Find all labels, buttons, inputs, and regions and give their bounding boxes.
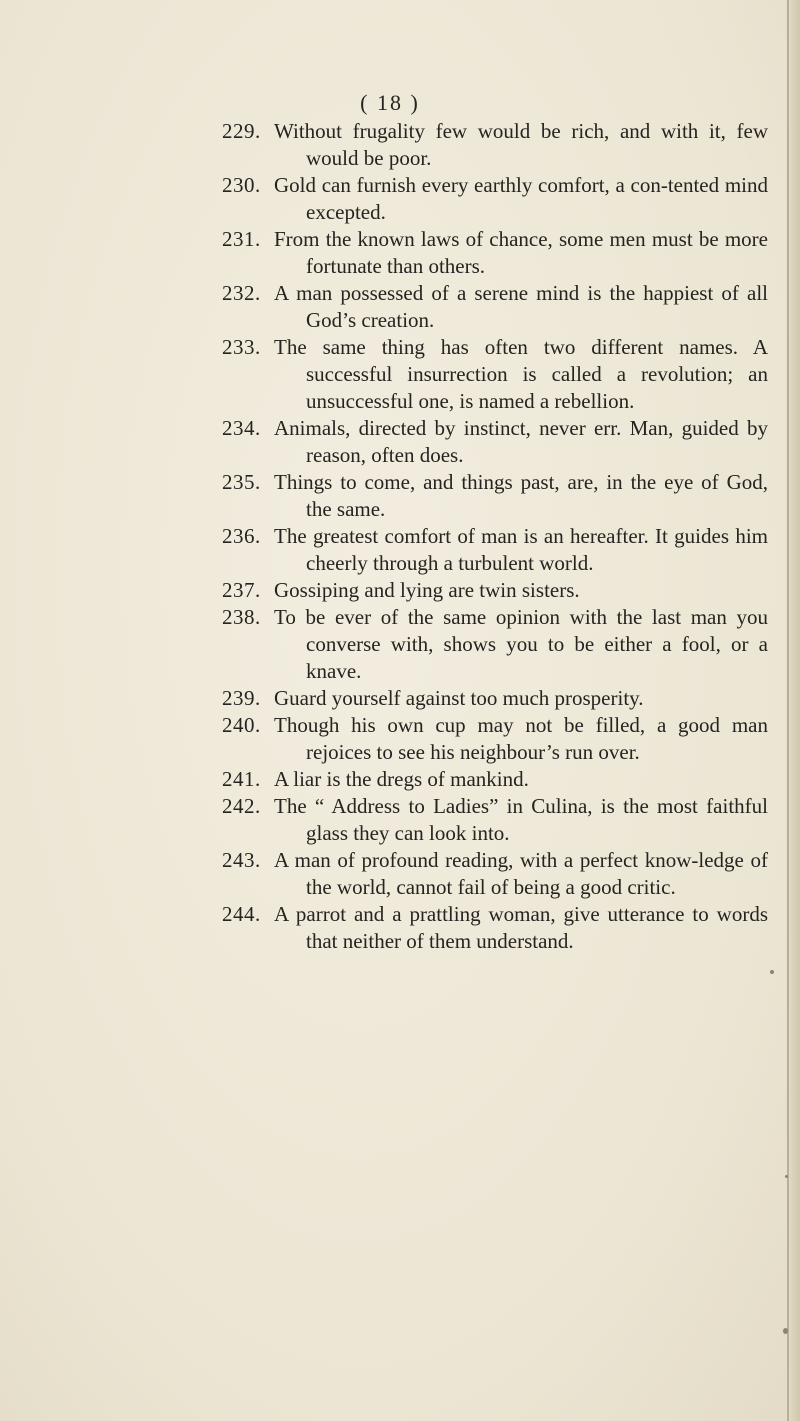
entry-number: 238. (222, 605, 261, 629)
entry (0, 226, 800, 280)
entry (0, 415, 800, 469)
entry-number: 232. (222, 281, 261, 305)
page-number: ( 18 ) (360, 90, 420, 115)
entry (0, 118, 800, 172)
entry-number: 243. (222, 848, 261, 872)
entry-number: 242. (222, 794, 261, 818)
entry (0, 712, 800, 766)
entry (0, 847, 800, 901)
ink-speck (783, 1328, 788, 1334)
entry-number: 235. (222, 470, 261, 494)
entry-number: 230. (222, 173, 261, 197)
ink-speck (770, 970, 774, 974)
entry-number: 231. (222, 227, 261, 251)
entry-text: To be ever of the same opinion with the last man you converse with, shows you to be either a fool, or a knave. (274, 605, 768, 683)
entry (0, 469, 800, 523)
entry (0, 280, 800, 334)
page-header (0, 90, 800, 116)
entry-text: Guard yourself against too much prosperity. (274, 686, 644, 710)
entry-text: Gossiping and lying are twin sisters. (274, 578, 580, 602)
entry (0, 766, 800, 793)
entry-text: Animals, directed by instinct, never err. Man, guided by reason, often does. (274, 416, 768, 467)
entry-number: 229. (222, 119, 261, 143)
entry (0, 604, 800, 685)
entry-text: A liar is the dregs of mankind. (274, 767, 529, 791)
entry-number: 241. (222, 767, 261, 791)
entry-text: Things to come, and things past, are, in the eye of God, the same. (274, 470, 768, 521)
entry-number: 234. (222, 416, 261, 440)
entry (0, 172, 800, 226)
entry-text: The greatest comfort of man is an hereafter. It guides him cheerly through a turbulent world. (274, 524, 768, 575)
entry-number: 237. (222, 578, 261, 602)
entry-text: A man possessed of a serene mind is the happiest of all God’s creation. (274, 281, 768, 332)
entry-number: 236. (222, 524, 261, 548)
entry-number: 244. (222, 902, 261, 926)
ink-speck (785, 1175, 788, 1178)
entry-text: Without frugality few would be rich, and with it, few would be poor. (274, 119, 768, 170)
entry-text: Though his own cup may not be filled, a good man rejoices to see his neighbour’s run over. (274, 713, 768, 764)
entry (0, 793, 800, 847)
entry-text: From the known laws of chance, some men must be more fortunate than others. (274, 227, 768, 278)
entry-number: 240. (222, 713, 261, 737)
entry-number: 233. (222, 335, 261, 359)
entry-text: Gold can furnish every earthly comfort, a con-tented mind excepted. (274, 173, 768, 224)
entry (0, 685, 800, 712)
entry-text: A man of profound reading, with a perfect know-ledge of the world, cannot fail of being a good critic. (274, 848, 768, 899)
entry (0, 901, 800, 955)
entry (0, 523, 800, 577)
entry (0, 334, 800, 415)
entry-text: A parrot and a prattling woman, give utterance to words that neither of them understand. (274, 902, 768, 953)
entry-text: The same thing has often two different names. A successful insurrection is called a revolution; an unsuccessful one, is named a rebellion. (274, 335, 768, 413)
entry (0, 577, 800, 604)
entry-list (0, 118, 800, 955)
entry-number: 239. (222, 686, 261, 710)
entry-text: The “ Address to Ladies” in Culina, is the most faithful glass they can look into. (274, 794, 768, 845)
